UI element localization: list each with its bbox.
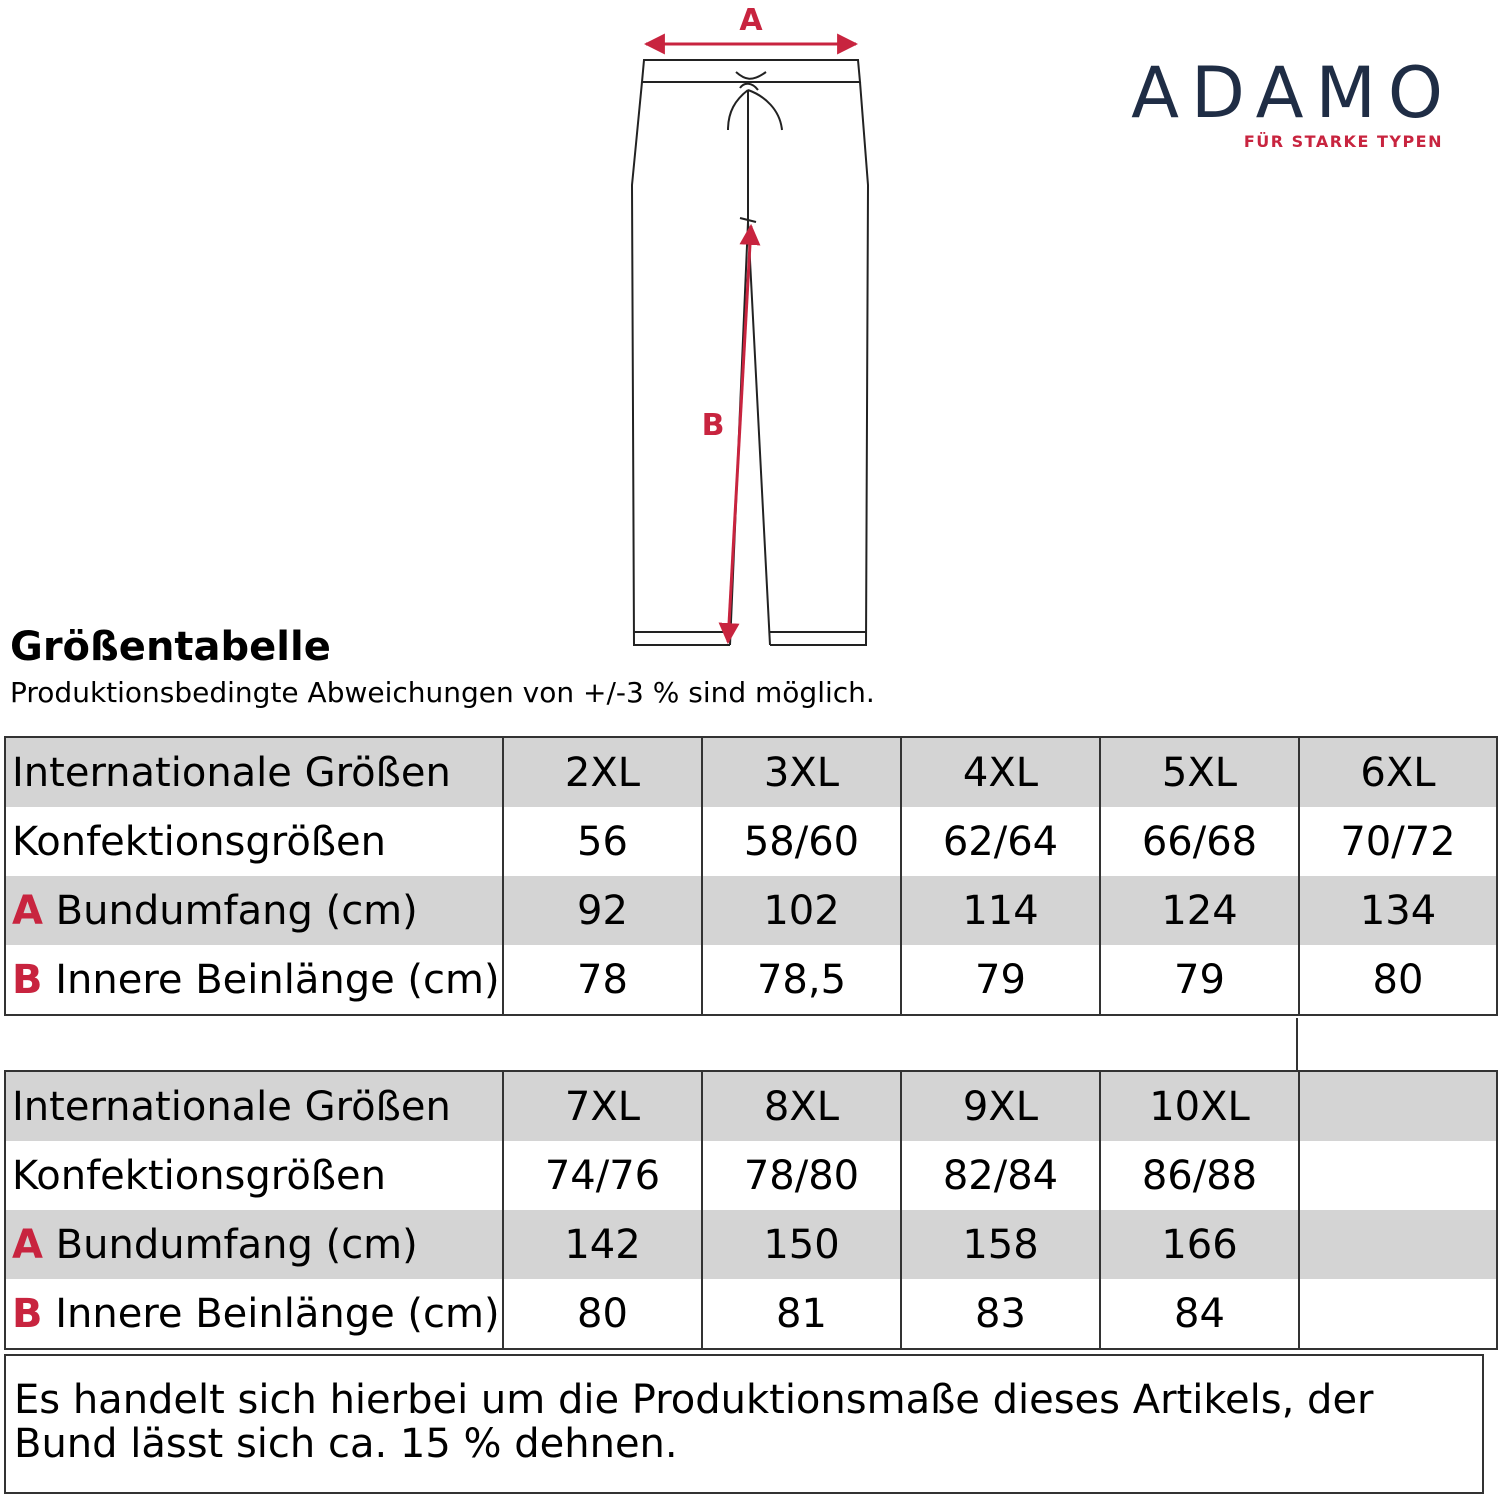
table-cell: 66/68	[1100, 807, 1299, 876]
table-cell	[1299, 1210, 1497, 1279]
table-row	[5, 876, 1497, 945]
size-table-1	[4, 736, 1498, 1016]
table-cell: 80	[1299, 945, 1497, 1015]
footnote: Es handelt sich hierbei um die Produktionsmaße dieses Artikels, der Bund lässt sich ca. 15 % dehnen.	[4, 1354, 1484, 1494]
table-cell: 124	[1100, 876, 1299, 945]
table-cell: 74/76	[503, 1141, 702, 1210]
row-label-text: Internationale Größen	[12, 749, 451, 796]
table-cell	[1299, 1141, 1497, 1210]
table-cell: 81	[702, 1279, 901, 1349]
table-cell: 2XL	[503, 737, 702, 807]
table-cell: 9XL	[901, 1071, 1100, 1141]
trousers-outline	[632, 60, 868, 645]
table-cell: 79	[901, 945, 1100, 1015]
table-cell: 78/80	[702, 1141, 901, 1210]
row-label-text: Konfektionsgrößen	[12, 1152, 386, 1199]
table-cell: 102	[702, 876, 901, 945]
row-label	[5, 737, 503, 807]
measure-letter: A	[12, 887, 43, 934]
page-subtitle: Produktionsbedingte Abweichungen von +/-3 % sind möglich.	[10, 676, 875, 709]
measure-letter: B	[12, 956, 43, 1003]
row-label-text: Internationale Größen	[12, 1083, 451, 1130]
measure-b-label: B	[701, 408, 725, 443]
table-row	[5, 945, 1497, 1015]
size-table-2	[4, 1070, 1498, 1350]
table-cell: 83	[901, 1279, 1100, 1349]
table-cell: 78	[503, 945, 702, 1015]
table-cell: 8XL	[702, 1071, 901, 1141]
table-row	[5, 1279, 1497, 1349]
table-cell: 84	[1100, 1279, 1299, 1349]
page-title: Größentabelle	[10, 624, 331, 670]
table-cell: 114	[901, 876, 1100, 945]
table-cell: 56	[503, 807, 702, 876]
table-row	[5, 1141, 1497, 1210]
table-cell: 80	[503, 1279, 702, 1349]
size-table-1-body	[5, 737, 1497, 1015]
table-cell: 92	[503, 876, 702, 945]
table-cell: 4XL	[901, 737, 1100, 807]
row-label	[5, 945, 503, 1015]
table-divider	[1296, 1018, 1298, 1072]
table-cell: 70/72	[1299, 807, 1497, 876]
table-row	[5, 737, 1497, 807]
size-table-2-body	[5, 1071, 1497, 1349]
table-cell: 5XL	[1100, 737, 1299, 807]
measure-a-label: A	[739, 3, 763, 38]
table-row	[5, 1071, 1497, 1141]
table-cell	[1299, 1071, 1497, 1141]
brand-tagline: FÜR STARKE TYPEN	[1243, 132, 1443, 151]
row-label	[5, 876, 503, 945]
table-cell: 62/64	[901, 807, 1100, 876]
table-cell: 166	[1100, 1210, 1299, 1279]
table-cell: 86/88	[1100, 1141, 1299, 1210]
row-label-text: Innere Beinlänge (cm)	[42, 1290, 500, 1337]
table-cell: 158	[901, 1210, 1100, 1279]
table-cell: 3XL	[702, 737, 901, 807]
table-cell: 10XL	[1100, 1071, 1299, 1141]
row-label	[5, 1279, 503, 1349]
row-label-text: Bundumfang (cm)	[42, 1221, 418, 1268]
row-label	[5, 1210, 503, 1279]
table-cell: 78,5	[702, 945, 901, 1015]
table-cell: 6XL	[1299, 737, 1497, 807]
row-label-text: Bundumfang (cm)	[42, 887, 418, 934]
row-label-text: Konfektionsgrößen	[12, 818, 386, 865]
row-label	[5, 1071, 503, 1141]
measure-letter: A	[12, 1221, 43, 1268]
measure-letter: B	[12, 1290, 43, 1337]
table-cell: 79	[1100, 945, 1299, 1015]
row-label-text: Innere Beinlänge (cm)	[42, 956, 500, 1003]
table-row	[5, 1210, 1497, 1279]
table-row	[5, 807, 1497, 876]
row-label	[5, 807, 503, 876]
measure-b-arrow	[728, 226, 751, 642]
table-cell: 7XL	[503, 1071, 702, 1141]
row-label	[5, 1141, 503, 1210]
table-cell: 82/84	[901, 1141, 1100, 1210]
brand-logo	[1131, 52, 1455, 151]
table-cell: 58/60	[702, 807, 901, 876]
brand-name: ADAMO	[1131, 52, 1455, 134]
table-cell	[1299, 1279, 1497, 1349]
table-cell: 142	[503, 1210, 702, 1279]
table-cell: 134	[1299, 876, 1497, 945]
table-cell: 150	[702, 1210, 901, 1279]
